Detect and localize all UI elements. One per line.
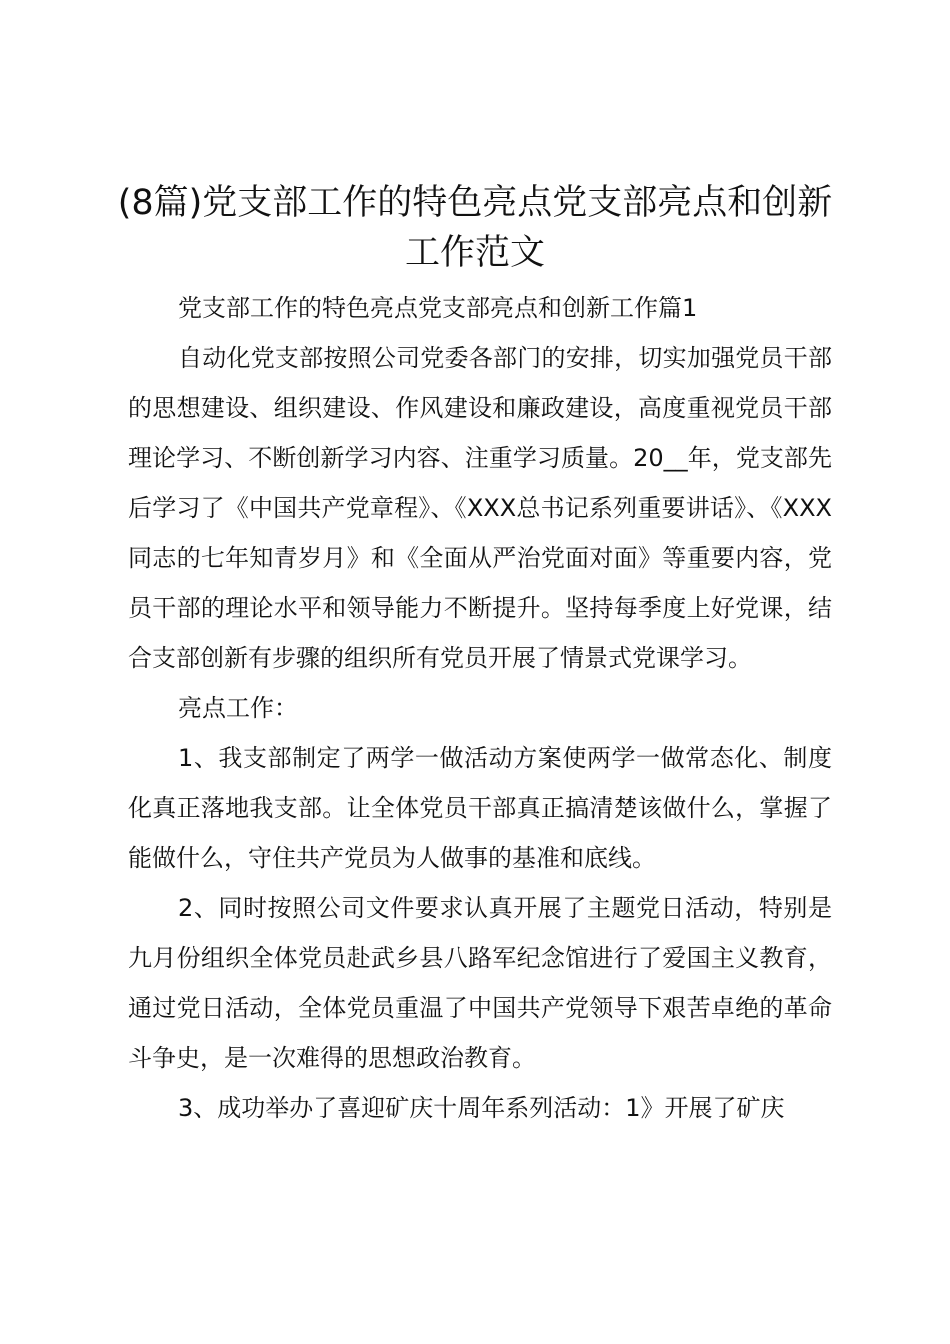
paragraph-item-3: 3、成功举办了喜迎矿庆十周年系列活动：1》开展了矿庆 (178, 1094, 785, 1122)
paragraph-item-1: 1、我支部制定了两学一做活动方案使两学一做常态化、制度化真正落地我支部。让全体党员干部真正搞清楚该做什么，掌握了能做什么，守住共产党员为人做事的基准和底线。 (128, 744, 832, 872)
paragraph-item-2: 2、同时按照公司文件要求认真开展了主题党日活动，特别是九月份组织全体党员赴武乡县八路军纪念馆进行了爱国主义教育，通过党日活动，全体党员重温了中国共产党领导下艰苦卓绝的革命斗争史，是一次难得的思想政治教育。 (128, 894, 832, 1072)
paragraph-intro: 自动化党支部按照公司党委各部门的安排，切实加强党员干部的思想建设、组织建设、作风建设和廉政建设，高度重视党员干部理论学习、不断创新学习内容、注重学习质量。20__年，党支部先后学习了《中国共产党章程》、《XXX总书记系列重要讲话》、《XXX同志的七年知青岁月》和《全面从严治党面对面》等重要内容，党员干部的理论水平和领导能力不断提升。坚持每季度上好党课，结合支部创新有步骤的组织所有党员开展了情景式党课学习。 (128, 344, 832, 672)
paragraph-section-heading: 党支部工作的特色亮点党支部亮点和创新工作篇1 (178, 294, 698, 322)
document-body (128, 283, 832, 1133)
paragraph-highlights-heading: 亮点工作： (178, 694, 298, 722)
document-title: (8篇)党支部工作的特色亮点党支部亮点和创新工作范文 (117, 183, 833, 273)
